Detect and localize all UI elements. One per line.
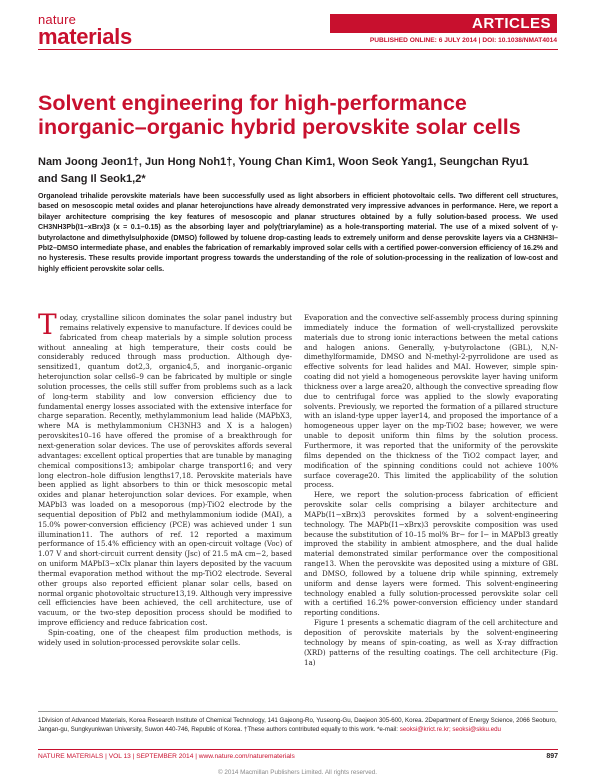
journal-logo-materials: materials — [38, 24, 132, 49]
paragraph — [38, 308, 292, 628]
journal-logo-nature: nature — [38, 12, 77, 27]
title-line-2: inorganic–organic hybrid perovskite solar cells — [38, 115, 521, 139]
body-column-right — [304, 313, 558, 667]
title-line-1: Solvent engineering for high-performance — [38, 91, 467, 115]
affiliations-text: 1Division of Advanced Materials, Korea Research Institute of Chemical Technology, 141 Gajeong-Ro, Yuseong-Gu, Daejeon 305-600, Korea. 2Department of Energy Science, 2066 Seoburo, Jangan-gu, Sungkyunkwan University, Suwon 440-746, Republic of Korea. †These authors contributed equally to this work. *e-mail: — [38, 717, 557, 734]
paragraph: Spin-coating, one of the cheapest film production methods, is widely used in solution-processed perovskite solar cells. — [38, 628, 292, 647]
copyright: © 2014 Macmillan Publishers Limited. All rights reserved. — [218, 769, 377, 776]
article-title — [38, 91, 558, 139]
email-link[interactable]: seoksi@krict.re.kr; seoksi@skku.edu — [399, 726, 501, 734]
footer-rule — [38, 749, 558, 750]
publication-info: PUBLISHED ONLINE: 6 JULY 2014 | DOI: 10.1038/NMAT4014 — [369, 37, 557, 44]
paragraph: Here, we report the solution-process fabrication of efficient perovskite solar cells comprising a bilayer architecture and MAPb(I1−xBrx)3 perovskites formed by a solvent-engineering technology. The MAPb(I1−xBrx)3 perovskite composition was used because the substitution of 10–15 mol% Br− for I− in MAPbI3 greatly improved the stability in ambient atmosphere, and the dual halide material demonstrated similar performance over the compositional range13. When the perovskite was deposited using a mixture of GBL and DMSO, followed by a toluene drip while spinning, extremely uniform and dense layers were formed. This solvent-engineering technology enabled a fully solution-processed perovskite solar cell with a certified 16.2% power-conversion efficiency under standard reporting conditions. — [304, 490, 558, 618]
author-list — [38, 154, 558, 188]
authors-line-1: Nam Joong Jeon1†, Jun Hong Noh1†, Young Chan Kim1, Woon Seok Yang1, Seungchan Ryu1 — [38, 156, 529, 168]
section-banner: ARTICLES — [330, 14, 557, 33]
authors-line-2: and Sang Il Seok1,2* — [38, 173, 146, 185]
body-column-left — [38, 308, 292, 648]
paragraph: Figure 1 presents a schematic diagram of the cell architecture and deposition of perovskite materials by the solvent-engineering technology by means of spin-coating, as well as X-ray diffraction (XRD) patterns of the resulting coatings. The cell architecture (Fig. 1a) — [304, 618, 558, 667]
footnote-rule — [38, 711, 558, 712]
header-rule — [38, 49, 558, 50]
page-number: 897 — [546, 753, 558, 760]
paragraph-text: oday, crystalline silicon dominates the solar panel industry but remains relatively expensive to manufacture. If devices could be fabricated from cheap materials by a simple solution process without annealing at high temperature, their costs could be considerably reduced through mass production. Although dye-sensitized1, quantum dot2,3, organic4,5, and inorganic–organic heterojunction solar cells6–9 can be fabricated by multiple or single solution processes, the cells still suffer from problems such as a lack of long-term stability and low conversion efficiency due to fundamental energy losses associated with the extensive interface for charge separation. Recently, methylammonium lead halide (MAPbX3, where MA is methylammonium CH3NH3 and X is a halogen) perovskites10–16 have offered the promise of a breakthrough for next-generation solar devices. The use of perovskites affords several advantages: excellent optical properties that are tunable by managing chemical compositions13; ambipolar charge transport16; and very long electron–hole diffusion lengths17,18. Perovskite materials have been applied as light absorbers to thin or thick mesoscopic metal oxides and planar heterojunction solar devices. For example, when MAPbI3 was loaded on a mesoporous (mp)-TiO2 electrode by the sequential deposition of PbI2 and methylammonium iodide (MAI), a 15.0% power-conversion efficiency (PCE) was achieved under 1 sun illumination11. The authors of ref. 12 reported a maximum performance of 15.4% efficiency with an open-circuit voltage (Voc) of 1.07 V and short-circuit current density (Jsc) of 21.5 mA cm−2, based on uniform MAPbI3−xClx planar thin layers deposited by the vacuum thermal evaporation method without the mp-TiO2 electrode. Several other groups also reported efficient planar solar cells, based on normal organic photovoltaic structure13,19. Although very impressive cell efficiencies have been achieved, the cell architecture, use of vacuum, or the two-step deposition process should be modified to improve efficiency and reduce fabrication cost. — [38, 313, 292, 628]
paragraph: Evaporation and the convective self-assembly process during spinning immediately induce the formation of well-crystallized perovskite materials due to strong ionic interactions between the metal cations and halogen anions. Generally, γ-butyrolactone (GBL), N,N-dimethylformamide, DMSO and N-methyl-2-pyrrolidone are used as effective solvents for lead halides and MAI. However, simple spin-coating did not yield a homogeneous perovskite layer having uniform thickness over a large area20, although the convective spreading flow due to centrifugal force was applied to the slowly evaporating solvents. Previously, we reported the formation of a pillared structure with an island-type upper layer14, and proposed the importance of a homogeneous upper layer on the mp-TiO2 base; however, we were unable to deposit uniform thin films by the solution process. Furthermore, it was reported that the uniformity of the perovskite films depended on the thickness of the TiO2 compact layer, and modification of the spinning conditions could not achieve 100% surface coverage20. This limited the applicability of the solution process. — [304, 313, 558, 490]
footer-citation: NATURE MATERIALS | VOL 13 | SEPTEMBER 2014 | www.nature.com/naturematerials — [38, 753, 295, 760]
drop-cap: T — [38, 308, 57, 341]
abstract: Organolead trihalide perovskite materials have been successfully used as light absorbers in efficient photovoltaic cells. Two different cell structures, based on mesoscopic metal oxides and planar heterojunctions have already demonstrated very impressive advances in performance. Here, we report a bilayer architecture comprising the key features of mesoscopic and planar structures obtained by a fully solution-based process. We used CH3NH3Pb(I1−xBrx)3 (x = 0.1–0.15) as the absorbing layer and poly(triarylamine) as a hole-transporting material. The use of a mixed solvent of γ-butyrolactone and dimethylsulphoxide (DMSO) followed by toluene drop-casting leads to extremely uniform and dense perovskite layers via a CH3NH3I–PbI2–DMSO intermediate phase, and enables the fabrication of remarkably improved solar cells with a certified power-conversion efficiency of 16.2% and no hysteresis. These results provide important progress towards the understanding of the role of solution-processing in the realization of low-cost and highly efficient perovskite solar cells. — [38, 192, 558, 273]
affiliations-footnote — [38, 716, 558, 735]
